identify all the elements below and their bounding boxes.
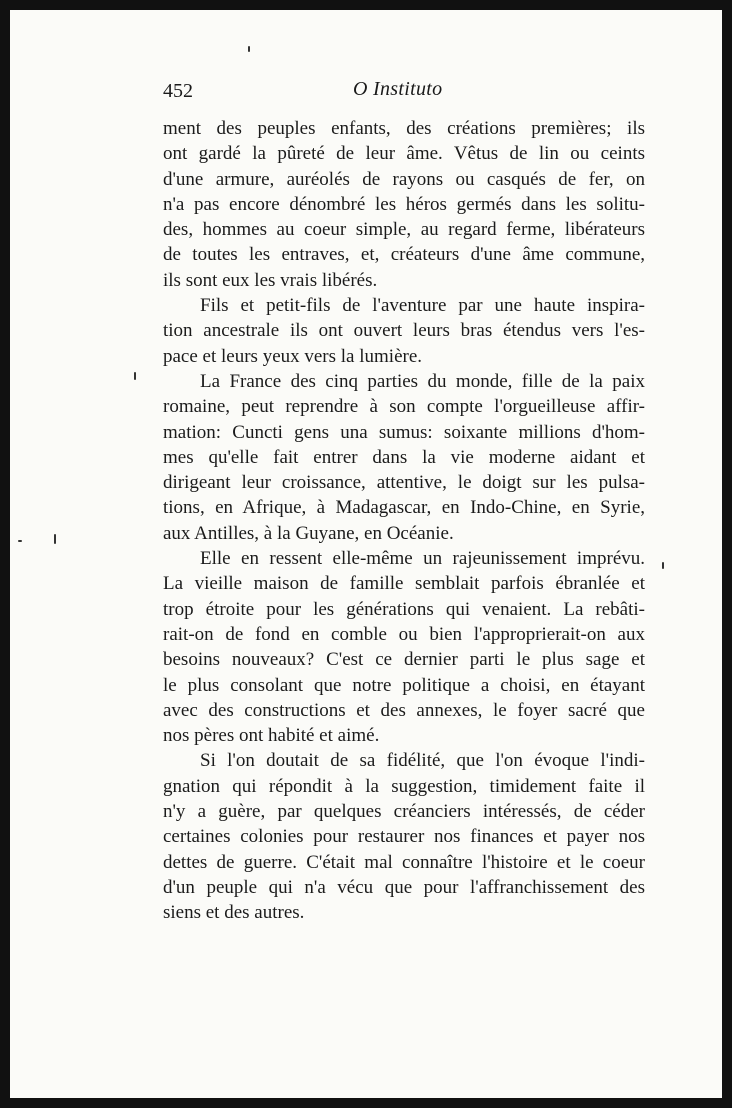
- text-line: d'un peuple qui n'a vécu que pour l'affranchissement des: [163, 876, 645, 898]
- text-line: des, hommes au coeur simple, au regard ferme, libérateurs: [163, 219, 645, 241]
- text-line: ment des peuples enfants, des créations premières; ils: [163, 118, 645, 139]
- scan-speck: [248, 46, 250, 52]
- text-line: gnation qui répondit à la suggestion, timidement faite il: [163, 775, 645, 797]
- page-number: 452: [163, 80, 193, 102]
- text-line: n'a pas encore dénombré les héros germés dans les solitu-: [163, 193, 645, 215]
- text-line: Si l'on doutait de sa fidélité, que l'on évoque l'indi-: [200, 750, 645, 772]
- page-header: [163, 74, 645, 110]
- text-line: trop étroite pour les générations qui venaient. La rebâti-: [163, 598, 645, 620]
- paragraph: [163, 116, 645, 293]
- scan-speck: [18, 540, 22, 542]
- text-line: n'y a guère, par quelques créanciers intéressés, de céder: [163, 801, 645, 823]
- text-line: tions, en Afrique, à Madagascar, en Indo-Chine, en Syrie,: [163, 497, 645, 519]
- text-line: ont gardé la pûreté de leur âme. Vêtus de lin ou ceints: [163, 143, 645, 165]
- text-line: ils sont eux les vrais libérés.: [163, 269, 378, 291]
- paragraph: [163, 546, 645, 748]
- text-line: dettes de guerre. C'était mal connaître l'histoire et le coeur: [163, 851, 645, 873]
- text-line: rait-on de fond en comble ou bien l'approprierait-on aux: [163, 623, 645, 645]
- text-line: La France des cinq parties du monde, fille de la paix: [200, 370, 645, 392]
- text-line: pace et leurs yeux vers la lumière.: [163, 345, 423, 367]
- text-line: besoins nouveaux? C'est ce dernier parti le plus sage et: [163, 649, 645, 671]
- text-line: tion ancestrale ils ont ouvert leurs bras étendus vers l'es-: [163, 320, 645, 342]
- text-line: La vieille maison de famille semblait parfois ébranlée et: [163, 573, 645, 595]
- text-line: certaines colonies pour restaurer nos finances et payer nos: [163, 826, 645, 848]
- text-line: avec des constructions et des annexes, le foyer sacré que: [163, 699, 645, 721]
- text-line: de toutes les entraves, et, créateurs d'une âme commune,: [163, 244, 645, 266]
- scan-speck: [662, 562, 664, 569]
- scanned-page: [10, 10, 722, 1098]
- text-line: mes qu'elle fait entrer dans la vie moderne aidant et: [163, 446, 645, 468]
- paragraph: [163, 748, 645, 925]
- text-line: le plus consolant que notre politique a choisi, en étayant: [163, 674, 645, 696]
- text-line: Fils et petit-fils de l'aventure par une haute inspira-: [200, 295, 645, 317]
- paragraph: [163, 369, 645, 546]
- text-line: dirigeant leur croissance, attentive, le doigt sur les pulsa-: [163, 472, 645, 494]
- body-text: [163, 116, 645, 926]
- scan-speck: [54, 534, 56, 544]
- text-line: romaine, peut reprendre à son compte l'orgueilleuse affir-: [163, 396, 645, 418]
- text-line: mation: Cuncti gens una sumus: soixante millions d'hom-: [163, 421, 645, 443]
- running-title: O Instituto: [353, 78, 443, 100]
- text-line: aux Antilles, à la Guyane, en Océanie.: [163, 522, 454, 544]
- text-line: nos pères ont habité et aimé.: [163, 725, 380, 747]
- scan-speck: [134, 372, 136, 380]
- text-line: Elle en ressent elle-même un rajeunissement imprévu.: [200, 548, 645, 570]
- text-line: d'une armure, auréolés de rayons ou casqués de fer, on: [163, 168, 645, 190]
- text-line: siens et des autres.: [163, 902, 305, 924]
- paragraph: [163, 293, 645, 369]
